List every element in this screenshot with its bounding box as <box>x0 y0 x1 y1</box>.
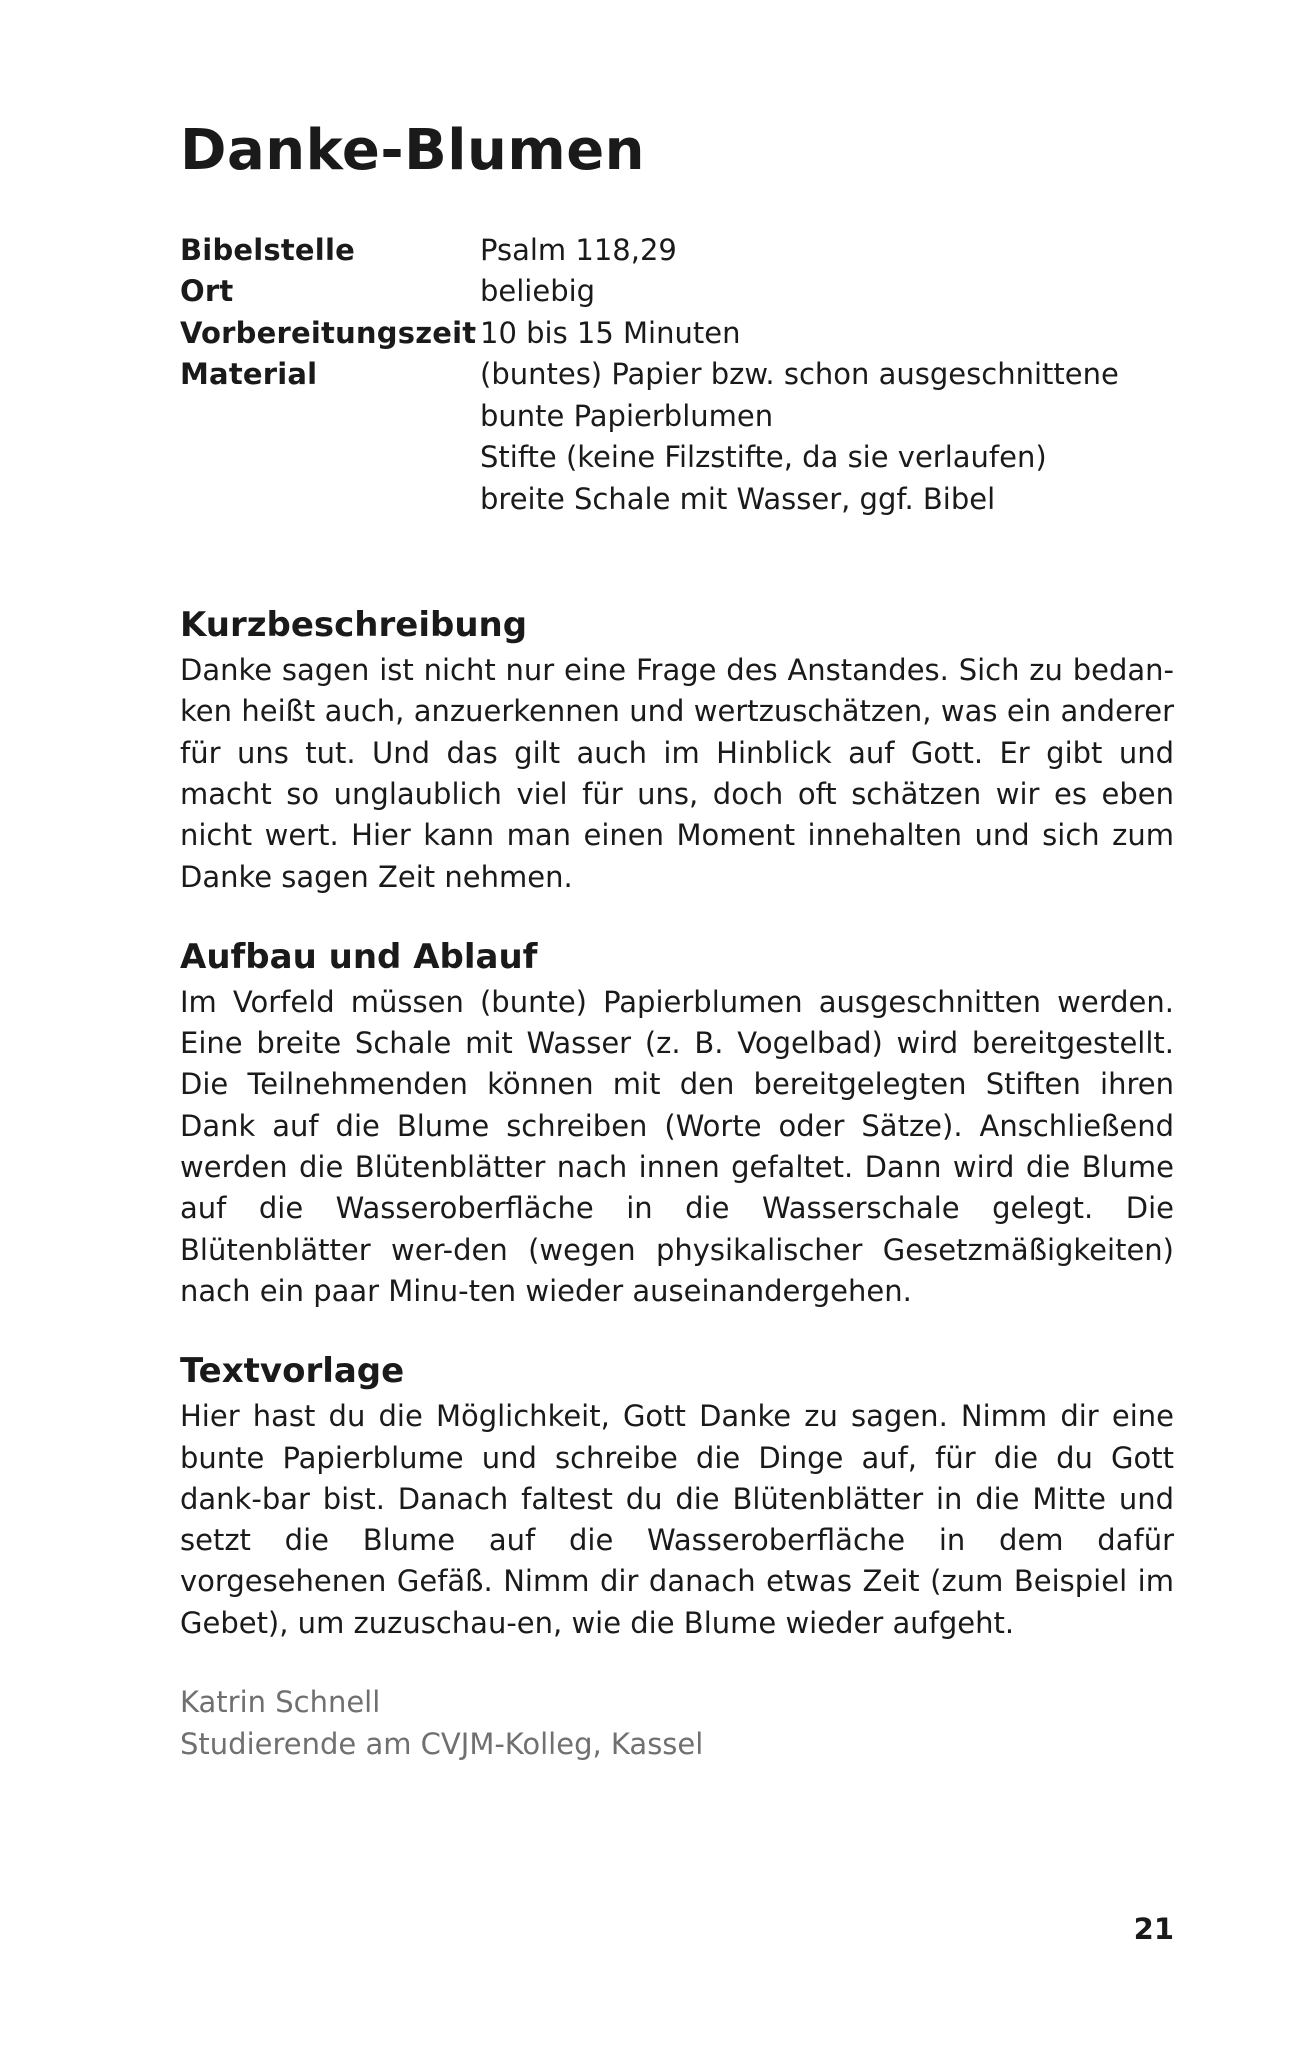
meta-label-vorbereitungszeit: Vorbereitungszeit <box>180 315 477 350</box>
meta-value-ort: beliebig <box>480 274 596 309</box>
material-item: (buntes) Papier bzw. schon ausgeschnittene <box>480 357 1119 392</box>
meta-label-material: Material <box>180 357 318 392</box>
section-textvorlage <box>180 1350 1174 1644</box>
section-heading: Kurzbeschreibung <box>180 605 528 646</box>
meta-label-bibelstelle: Bibelstelle <box>180 232 355 267</box>
section-heading: Textvorlage <box>180 1351 405 1392</box>
author-block <box>180 1682 1174 1765</box>
meta-value-material <box>480 354 1174 520</box>
meta-table <box>180 230 1174 521</box>
meta-value-vorbereitungszeit: 10 bis 15 Minuten <box>480 315 741 350</box>
section-body: Im Vorfeld müssen (bunte) Papierblumen ausgeschnitten werden. Eine breite Schale mit Wasser (z. B. Vogelbad) wird bereitgestellt. Die Teilnehmenden können mit den bereitgelegten Stiften ihren Dank auf die Blume schreiben (Worte oder Sätze). Anschließend werden die Blütenblätter nach innen gefaltet. Dann wird die Blume auf die Wasseroberfläche in die Wasserschale gelegt. Die Blütenblätter wer-den (wegen physikalischer Gesetzmäßigkeiten) nach ein paar Minu-ten wieder auseinandergehen. <box>180 984 1174 1308</box>
meta-value-bibelstelle: Psalm 118,29 <box>480 232 677 267</box>
material-item: bunte Papierblumen <box>480 398 774 433</box>
section-body: Danke sagen ist nicht nur eine Frage des Anstandes. Sich zu bedan-ken heißt auch, anzuerkennen und wertzuschätzen, was ein anderer für uns tut. Und das gilt auch im Hinblick auf Gott. Er gibt und macht so unglaublich viel für uns, doch oft schätzen wir es eben nicht wert. Hier kann man einen Moment innehalten und sich zum Danke sagen Zeit nehmen. <box>180 653 1174 894</box>
section-body: Hier hast du die Möglichkeit, Gott Danke zu sagen. Nimm dir eine bunte Papierblume und schreibe die Dinge auf, für die du Gott dank-bar bist. Danach faltest du die Blütenblätter in die Mitte und setzt die Blume auf die Wasseroberfläche in dem dafür vorgesehenen Gefäß. Nimm dir danach etwas Zeit (zum Beispiel im Gebet), um zuzuschau-en, wie die Blume wieder aufgeht. <box>180 1399 1174 1640</box>
section-kurzbeschreibung <box>180 604 1174 898</box>
page-content <box>180 120 1174 1765</box>
material-item: breite Schale mit Wasser, ggf. Bibel <box>480 481 996 516</box>
section-aufbau-und-ablauf <box>180 936 1174 1312</box>
page-title: Danke-Blumen <box>180 118 646 183</box>
page-number: 21 <box>1133 1912 1174 1946</box>
section-heading: Aufbau und Ablauf <box>180 936 538 977</box>
meta-label-ort: Ort <box>180 274 234 309</box>
author-affiliation: Studierende am CVJM-Kolleg, Kassel <box>180 1726 704 1761</box>
author-name: Katrin Schnell <box>180 1685 381 1720</box>
material-item: Stifte (keine Filzstifte, da sie verlaufen) <box>480 440 1047 475</box>
